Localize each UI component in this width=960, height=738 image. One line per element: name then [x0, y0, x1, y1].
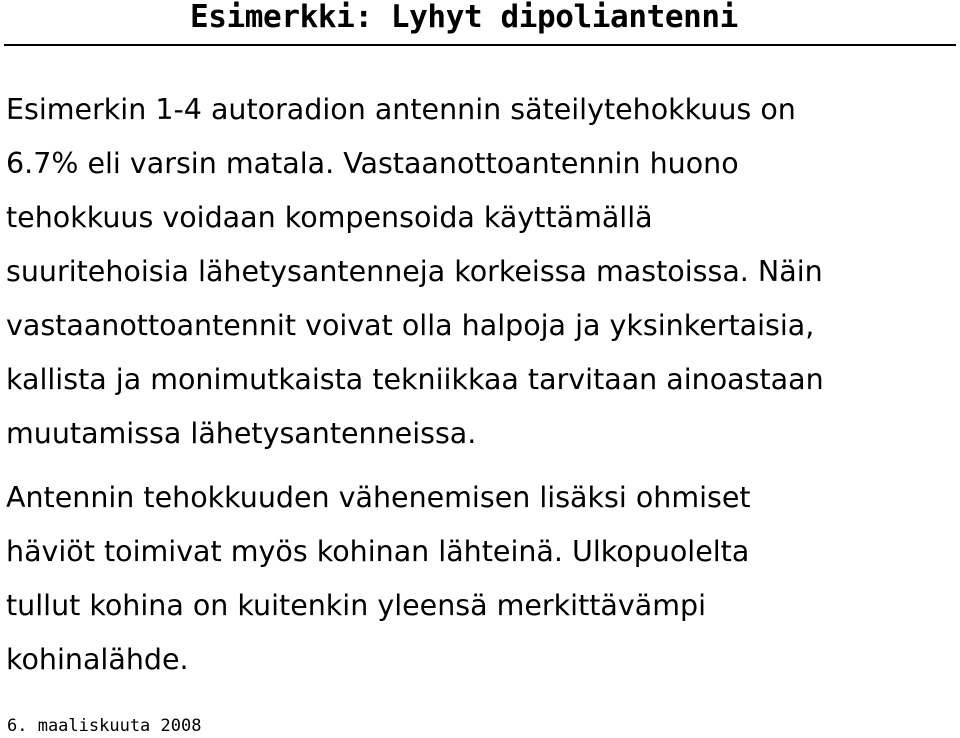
text-line: kallista ja monimutkaista tekniikkaa tarvitaan ainoastaan: [6, 363, 824, 396]
text-line: kohinalähde.: [6, 643, 189, 676]
text-line: muutamissa lähetysantenneissa.: [6, 417, 477, 450]
text-line: Antennin tehokkuuden vähenemisen lisäksi ohmiset: [6, 481, 751, 514]
text-line: tehokkuus voidaan kompensoida käyttämällä: [6, 201, 653, 234]
text-line: häviöt toimivat myös kohinan lähteinä. Ulkopuolelta: [6, 535, 750, 568]
paragraph-noise-sources: [6, 471, 751, 687]
text-line: suuritehoisia lähetysantenneja korkeissa mastoissa. Näin: [6, 255, 823, 288]
slide-title: Esimerkki: Lyhyt dipoliantenni: [190, 0, 738, 35]
footer-date: 6. maaliskuuta 2008: [7, 716, 202, 736]
text-line: Esimerkin 1-4 autoradion antennin säteilytehokkuus on: [6, 93, 796, 126]
paragraph-radiation-efficiency: [6, 83, 824, 461]
text-line: tullut kohina on kuitenkin yleensä merkittävämpi: [6, 589, 706, 622]
title-divider: [4, 44, 956, 46]
text-line: 6.7% eli varsin matala. Vastaanottoantennin huono: [6, 147, 739, 180]
text-line: vastaanottoantennit voivat olla halpoja ja yksinkertaisia,: [6, 309, 815, 342]
